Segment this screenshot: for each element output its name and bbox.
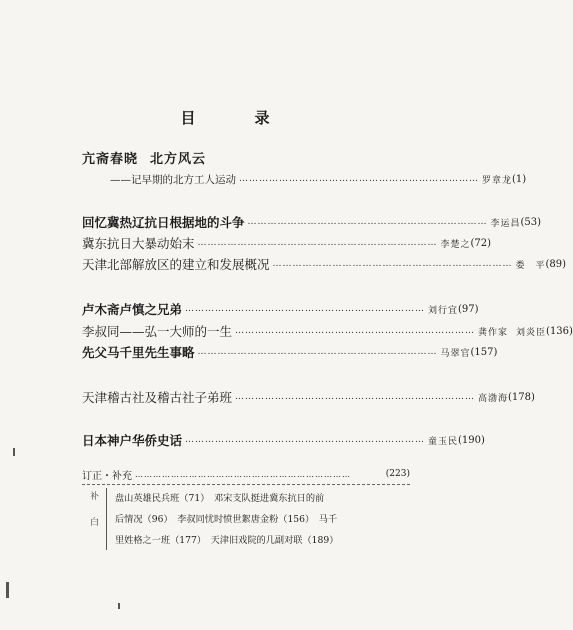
leader-dots: ……………………………………………………………… (197, 238, 438, 248)
entry-page: (89) (545, 258, 567, 270)
entry-page: (1) (512, 173, 527, 185)
toc-entry[interactable] (82, 235, 492, 251)
side-label-char: 白 (90, 518, 100, 528)
entry-author: 马翠官 (440, 348, 471, 359)
entry-author: 李楚之 (440, 239, 471, 250)
entry-title: 回忆冀热辽抗日根据地的斗争 (82, 215, 245, 230)
toc-entry[interactable] (82, 214, 542, 230)
entry-author: 高渤海 (478, 393, 509, 404)
leader-dots: ……………………………………………………………… (185, 435, 426, 445)
supplement-side-label (90, 490, 104, 530)
entry-author: 刘炎臣 (516, 327, 547, 338)
entry-title: 日本神户华侨史话 (82, 433, 183, 448)
entry-title: 李叔同——弘一大师的一生 (82, 324, 233, 339)
leader-dots: ……………………………………………………………… (235, 326, 476, 336)
supplement-line: 里姓格之一班（177） 天津旧戏院的几副对联（189） (115, 535, 339, 546)
section1-heading-a: 亢斋春晓 (82, 152, 139, 167)
entry-author: 刘行宜 (428, 305, 459, 316)
leader-dots: ……………………………………………………………… (247, 217, 488, 227)
supplement-line: 盘山英雄民兵班（71） 邓宋支队挺进冀东抗日的前 (115, 493, 325, 504)
section1-heading (82, 148, 206, 167)
entry-title: 天津北部解放区的建立和发展概况 (82, 257, 270, 272)
page-title: 目 录 (180, 109, 292, 127)
toc-entry[interactable] (82, 344, 498, 360)
side-label-char: 补 (90, 492, 100, 502)
corrections-entry[interactable] (82, 467, 410, 481)
entry-title: 天津稽古社及稽古社子弟班 (82, 390, 233, 405)
supplement-line: 后情况（96） 李叔同忧时愤世絮唐金粉（156） 马千 (115, 514, 338, 525)
leader-dots: ……………………………………………………………… (135, 469, 351, 479)
entry-author: 龚作家 (478, 327, 509, 338)
toc-entry[interactable] (110, 171, 527, 187)
leader-dots: ……………………………………………………………… (272, 259, 513, 269)
leader-dots: ……………………………………………………………… (239, 174, 479, 184)
toc-entry[interactable] (82, 301, 479, 317)
corrections-title: 订正・补充 (82, 470, 132, 482)
entry-author: 童玉民 (428, 436, 459, 447)
corrections-page: (223) (385, 469, 410, 479)
toc-entry[interactable] (82, 256, 567, 272)
entry-title: 先父马千里先生事略 (82, 345, 195, 360)
entry-page: (190) (458, 434, 485, 446)
section1-heading-b: 北方风云 (150, 152, 207, 167)
entry-page: (157) (470, 346, 498, 358)
entry-author: 娄 平 (515, 260, 546, 271)
leader-dots: ……………………………………………………………… (235, 392, 476, 402)
leader-dots: ……………………………………………………………… (197, 347, 438, 357)
leader-dots: ……………………………………………………………… (185, 304, 426, 314)
entry-author: 罗章龙 (482, 175, 513, 186)
entry-page: (53) (520, 216, 542, 228)
entry-author: 李运昌 (490, 218, 521, 229)
entry-page: (178) (508, 391, 535, 403)
entry-title: 卢木斋卢慎之兄弟 (82, 302, 183, 317)
toc-entry[interactable] (82, 323, 573, 339)
entry-title: 冀东抗日大暴动始末 (82, 236, 195, 251)
toc-entry[interactable] (82, 389, 535, 405)
toc-entry[interactable] (82, 432, 485, 448)
dashed-divider (82, 484, 410, 485)
entry-page: (136) (546, 325, 573, 337)
entry-page: (72) (470, 237, 492, 249)
entry-page: (97) (458, 303, 479, 315)
scan-mark (6, 582, 9, 598)
scan-mark (118, 603, 120, 609)
scan-mark (13, 448, 15, 456)
entry-title: ——记早期的北方工人运动 (110, 173, 236, 186)
supplement-box (106, 488, 398, 550)
